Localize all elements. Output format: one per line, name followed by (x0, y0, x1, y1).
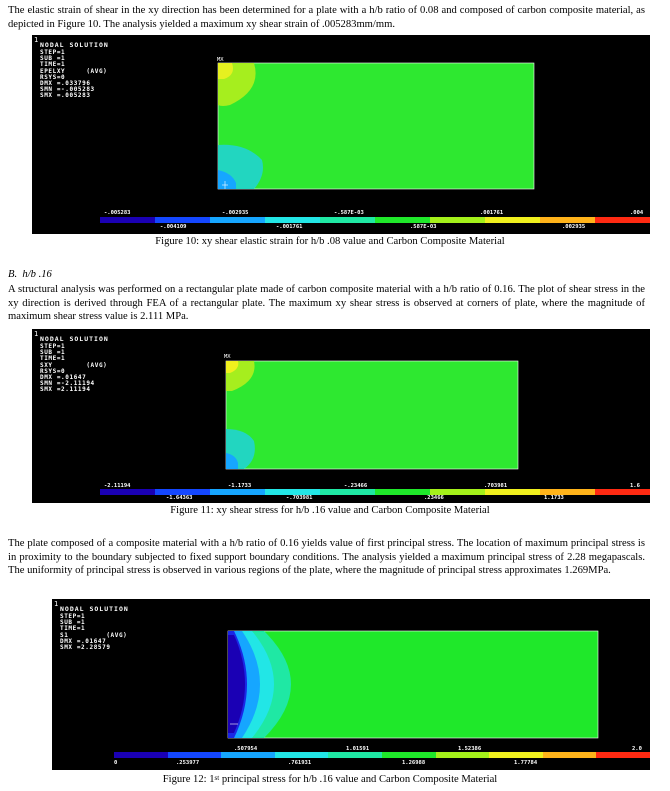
legend-label: -1.64363 (166, 495, 193, 501)
paragraph-1: The elastic strain of shear in the xy direction has been determined for a plate with a h/b ratio of 0.08 and composed of carbon composite material, as depicted in Figure 10. The analysis yielded a maximum xy shear strain of .005283mm/mm. (8, 5, 645, 30)
legend-label: -2.11194 (104, 483, 131, 489)
legend-label: -.005283 (104, 210, 131, 216)
legend-label: 1.1733 (544, 495, 564, 501)
legend-label: 1.26988 (402, 760, 426, 766)
legend-label: .002935 (562, 224, 586, 230)
legend-label: .23466 (424, 495, 444, 501)
legend-label: .587E-03 (410, 224, 437, 230)
max-marker: MX (224, 354, 231, 360)
solution-info: STEP=1 SUB =1 TIME=1 EPELXY (AVG) RSYS=0 DMX =.033796 SMN =-.005283 SMX =.005283 (40, 49, 108, 100)
legend-label: .703981 (484, 483, 508, 489)
legend-label: -.004109 (160, 224, 187, 230)
max-marker: MX (217, 57, 224, 63)
section-heading: B. h/b .16 (8, 269, 52, 280)
color-legend-bar (100, 217, 650, 223)
solution-info: STEP=1 SUB =1 TIME=1 SXY (AVG) RSYS=0 DMX =.01647 SMN =-2.11194 SMX =2.11194 (40, 343, 108, 394)
nodal-solution-title: NODAL SOLUTION (40, 335, 109, 343)
legend-label: .761931 (288, 760, 312, 766)
figure-11-image (32, 329, 650, 503)
legend-label: .001761 (480, 210, 504, 216)
legend-label: -.23466 (344, 483, 368, 489)
legend-label: -.001761 (276, 224, 303, 230)
plate-contour (32, 329, 650, 503)
color-legend-bar (114, 752, 650, 758)
window-number: 1 (54, 600, 59, 608)
figure-11-caption: Figure 11: xy shear stress for h/b .16 value and Carbon Composite Material (170, 505, 490, 516)
legend-label: -.703981 (286, 495, 313, 501)
legend-label: -.587E-03 (334, 210, 364, 216)
legend-label: 1.77784 (514, 760, 538, 766)
legend-label: -1.1733 (228, 483, 252, 489)
window-number: 1 (34, 36, 39, 44)
legend-label: 0 (114, 760, 118, 766)
legend-label: -.002935 (222, 210, 249, 216)
plate-contour (32, 35, 650, 234)
solution-info: STEP=1 SUB =1 TIME=1 S1 (AVG) DMX =.01647 SMX =2.28579 (60, 613, 128, 652)
figure-12-image (52, 599, 650, 770)
legend-label: 1.01591 (346, 746, 370, 752)
figure-10-caption: Figure 10: xy shear elastic strain for h/b .08 value and Carbon Composite Material (155, 236, 505, 247)
plate-contour (52, 599, 650, 770)
legend-label: 2.0 (632, 746, 642, 752)
legend-label: 1.6 (630, 483, 640, 489)
figure-12-caption: Figure 12: 1st principal stress for h/b .16 value and Carbon Composite Material (162, 774, 498, 785)
legend-label: .507954 (234, 746, 258, 752)
paragraph-3: The plate composed of a composite material with a h/b ratio of 0.16 yields value of first principal stress. The location of maximum principal stress is in proximity to the boundary subjected to fixed support boundary conditions. The analysis yielded a maximum principal stress of 2.28 megapascals. The uniformity of principal stress is observed in various regions of the plate, where the magnitude of principal stress approximates 1.269MPa. (8, 538, 645, 577)
window-number: 1 (34, 330, 39, 338)
figure-10-image (32, 35, 650, 234)
legend-label: .004 (630, 210, 644, 216)
legend-label: 1.52386 (458, 746, 482, 752)
nodal-solution-title: NODAL SOLUTION (60, 605, 129, 613)
paragraph-2: A structural analysis was performed on a rectangular plate made of carbon composite material with a h/b ratio of 0.16. The plot of shear stress in the xy direction is derived through FEA of a rectangular plate. The maximum xy shear stress is observed at corners of plate, where the magnitude of maximum shear stress value is 2.111 MPa. (8, 284, 645, 323)
nodal-solution-title: NODAL SOLUTION (40, 41, 109, 49)
legend-label: .253977 (176, 760, 200, 766)
